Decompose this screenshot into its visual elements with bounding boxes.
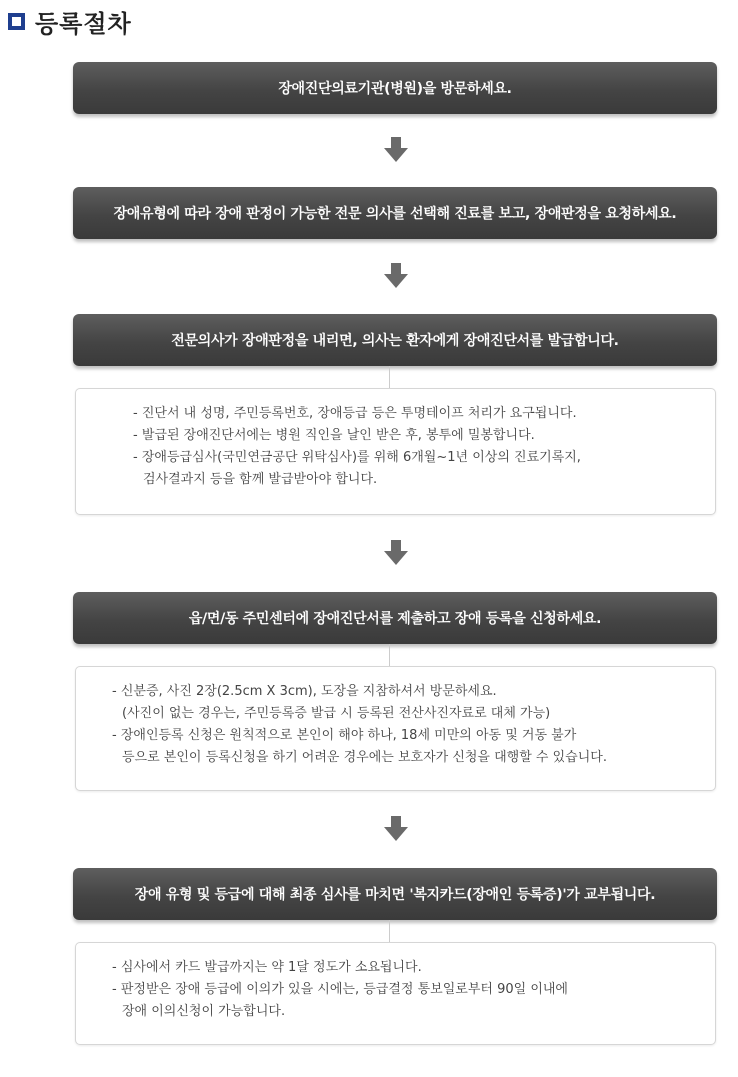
step-1: 장애진단의료기관(병원)을 방문하세요. xyxy=(73,62,717,114)
down-arrow-icon xyxy=(382,262,410,290)
step-5: 장애 유형 및 등급에 대해 최종 심사를 마치면 '복지카드(장애인 등록증)'가 교부됩니다. xyxy=(73,868,717,920)
down-arrow-icon xyxy=(382,136,410,164)
note-line: - 장애인등록 신청은 원칙적으로 본인이 해야 하나, 18세 미만의 아동 및 거동 불가 xyxy=(112,728,577,743)
step-4: 읍/면/동 주민센터에 장애진단서를 제출하고 장애 등록을 신청하세요. xyxy=(73,592,717,644)
page-title: 등록절차 xyxy=(35,9,132,38)
down-arrow-icon xyxy=(382,815,410,843)
square-bullet-icon xyxy=(8,13,25,30)
step-5-notes xyxy=(75,942,716,1045)
connector-line xyxy=(389,920,390,942)
down-arrow-icon xyxy=(382,539,410,567)
step-3-notes xyxy=(75,388,716,515)
note-line: 검사결과지 등을 함께 발급받아야 합니다. xyxy=(143,472,378,487)
step-4-notes xyxy=(75,666,716,791)
note-line: - 진단서 내 성명, 주민등록번호, 장애등급 등은 투명테이프 처리가 요구됩니다. xyxy=(133,406,577,421)
note-line: 장애 이의신청이 가능합니다. xyxy=(122,1004,286,1019)
note-line: - 판정받은 장애 등급에 이의가 있을 시에는, 등급결정 통보일로부터 90일 이내에 xyxy=(112,982,568,997)
connector-line xyxy=(389,644,390,666)
connector-line xyxy=(389,366,390,388)
note-line: - 발급된 장애진단서에는 병원 직인을 날인 받은 후, 봉투에 밀봉합니다. xyxy=(133,428,535,443)
note-line: - 심사에서 카드 발급까지는 약 1달 정도가 소요됩니다. xyxy=(112,960,422,975)
note-line: 등으로 본인이 등록신청을 하기 어려운 경우에는 보호자가 신청을 대행할 수 있습니다. xyxy=(122,750,607,765)
note-line: - 신분증, 사진 2장(2.5cm X 3cm), 도장을 지참하셔서 방문하세요. xyxy=(112,684,497,699)
step-2: 장애유형에 따라 장애 판정이 가능한 전문 의사를 선택해 진료를 보고, 장애판정을 요청하세요. xyxy=(73,187,717,239)
note-line: - 장애등급심사(국민연금공단 위탁심사)를 위해 6개월~1년 이상의 진료기록지, xyxy=(133,450,581,465)
step-3: 전문의사가 장애판정을 내리면, 의사는 환자에게 장애진단서를 발급합니다. xyxy=(73,314,717,366)
page-title-bar xyxy=(8,4,132,38)
note-line: (사진이 없는 경우는, 주민등록증 발급 시 등록된 전산사진자료로 대체 가능) xyxy=(122,706,551,721)
